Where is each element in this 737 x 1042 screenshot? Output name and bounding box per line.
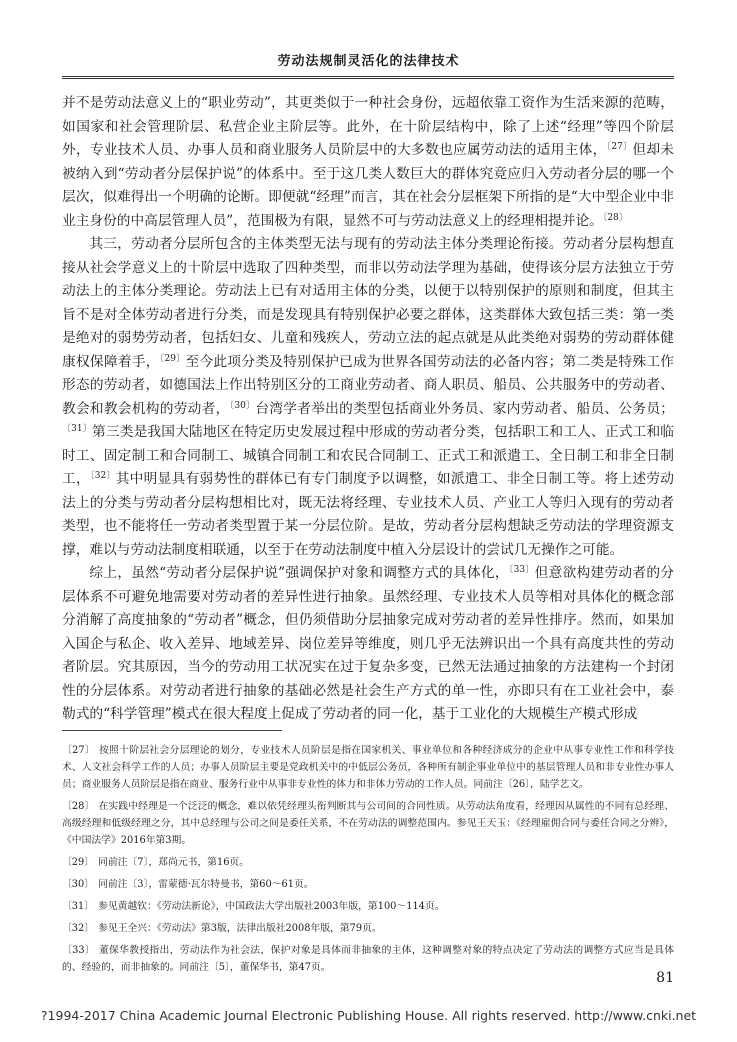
footnote-ref[interactable]: 〔29〕 <box>159 353 186 364</box>
footnote <box>62 920 674 937</box>
body-text <box>62 92 674 727</box>
paragraph-text: 第三类是我国大陆地区在特定历史发展过程中形成的劳动者分类，包括职工和工人、正式工和临时工、固定制工和合同制工、城镇合同制工和农民合同制工、正式工和派遣工、全日制工和非全日制工， <box>62 424 674 487</box>
footnote-label: 〔29〕 <box>62 857 95 868</box>
footnote-ref[interactable]: 〔27〕 <box>606 142 633 152</box>
body-paragraph <box>62 92 674 233</box>
header-rule <box>62 76 674 79</box>
footnote-text: 同前注〔7〕，郑尚元书，第16页。 <box>98 857 250 868</box>
footnote <box>62 876 674 893</box>
footnote-label: 〔33〕 <box>62 945 95 956</box>
footnote-label: 〔31〕 <box>62 901 95 912</box>
footnote-ref[interactable]: 〔28〕 <box>602 212 628 223</box>
paragraph-text: 其中明显具有弱势性的群体已有专门制度予以调整，如派遣工、非全日制工等。将上述劳动法上的分类与劳动者分层构想相比对，既无法将经理、专业技术人员、产业工人等归入现有的劳动者类型，也不能将任一劳动者类型置于某一分层位阶。是故，劳动者分层构想缺乏劳动法的学理资源支撑，难以与劳动法制度相联通，以至于在劳动法制度中植入分层设计的尝试几无操作之可能。 <box>62 471 674 558</box>
footnote <box>62 798 674 849</box>
footnote-label: 〔27〕 <box>62 745 95 756</box>
paragraph-text: 但意欲构建劳动者的分层体系不可避免地需要对劳动者的差异性进行抽象。虽然经理、专业技术人员等相对具体化的概念部分消解了高度抽象的“劳动者”概念，但仍须借助分层抽象完成对劳动者的差异性排序。然而，如果加入国企与私企、收入差异、地域差异、岗位差异等维度，则几乎无法辨识出一个具有高度共性的劳动者阶层。究其原因，当今的劳动用工状况实在过于复杂多变，已然无法通过抽象的方法建构一个封闭性的分层体系。对劳动者进行抽象的基础必然是社会生产方式的单一性，亦即只有在工业社会中，泰勒式的“科学管理”模式在很大程度上促成了劳动者的同一化，基于工业化的大规模生产模式形成 <box>62 565 674 722</box>
footnotes <box>62 742 674 981</box>
paragraph-text: 至今此项分类及特别保护已成为世界各国劳动法的必备内容；第二类是特殊工作形态的劳动者，如德国法上作出特别区分的工商业劳动者、商人职员、船员、公共服务中的劳动者、教会和教会机构的劳动者， <box>62 353 674 417</box>
body-paragraph <box>62 233 674 562</box>
copyright-notice: ?1994-2017 China Academic Journal Electronic Publishing House. All rights reserved. http://www.cnki.net <box>40 1008 697 1023</box>
paragraph-text: 台湾学者举出的类型包括商业外务员、家内劳动者、船员、公务员； <box>255 400 674 417</box>
footnote-ref[interactable]: 〔33〕 <box>508 565 535 575</box>
footnote-text: 同前注〔3〕，雷蒙德·瓦尔特曼书，第60～61页。 <box>98 879 314 890</box>
footnote-ref[interactable]: 〔31〕 <box>62 424 92 434</box>
paragraph-text: 综上，虽然“劳动者分层保护说”强调保护对象和调整方式的具体化， <box>89 565 509 581</box>
running-header: 劳动法规制灵活化的法律技术 <box>277 54 460 69</box>
footnote-ref[interactable]: 〔30〕 <box>229 400 256 411</box>
footnote <box>62 942 674 976</box>
footnote-label: 〔32〕 <box>62 923 95 934</box>
footnote <box>62 898 674 915</box>
footnote-label: 〔28〕 <box>62 801 95 812</box>
body-paragraph <box>62 562 674 727</box>
footnote-ref[interactable]: 〔32〕 <box>89 471 116 481</box>
page-number: 81 <box>656 970 674 986</box>
footnote-separator <box>62 730 282 731</box>
footnote <box>62 742 674 793</box>
paragraph-text: 并不是劳动法意义上的“职业劳动”，其更类似于一种社会身份，远超依靠工资作为生活来源的范畴，如国家和社会管理阶层、私营企业主阶层等。此外，在十阶层结构中，除了上述“经理”等四个阶层外，专业技术人员、办事人员和商业服务人员阶层中的大多数也应属劳动法的适用主体， <box>62 95 674 158</box>
footnote <box>62 854 674 871</box>
footnote-text: 在实践中经理是一个泛泛的概念，难以依凭经理头衔判断其与公司间的合同性质。从劳动法角度看，经理因从属性的不同有总经理、高级经理和低级经理之分，其中总经理与公司之间是委任关系，不在劳动法的调整范围内。参见王天玉：《经理雇佣合同与委任合同之分辨》，《中国法学》2016年第3期。 <box>62 801 675 846</box>
footnote-text: 参见王全兴：《劳动法》第3版，法律出版社2008年版，第79页。 <box>98 923 382 934</box>
paragraph-text: 其三，劳动者分层所包含的主体类型无法与现有的劳动法主体分类理论衔接。劳动者分层构想直接从社会学意义上的十阶层中选取了四种类型，而非以劳动法学理为基础，使得该分层方法独立于劳动法上的主体分类理论。劳动法上已有对适用主体的分类，以便于以特别保护的原则和制度，但其主旨不是对全体劳动者进行分类，而是发现具有特别保护必要之群体，这类群体大致包括三类：第一类是绝对的弱势劳动者，包括妇女、儿童和残疾人，劳动立法的起点就是从此类绝对弱势的劳动群体健康权保障着手， <box>62 236 674 370</box>
footnote-text: 董保华教授指出，劳动法作为社会法，保护对象是具体而非抽象的主体，这种调整对象的特点决定了劳动法的调整方式应当是具体的、经验的，而非抽象的。同前注〔5〕，董保华书，第47页。 <box>62 945 674 973</box>
footnote-label: 〔30〕 <box>62 879 95 890</box>
footnote-text: 按照十阶层社会分层理论的划分，专业技术人员阶层是指在国家机关、事业单位和各种经济成分的企业中从事专业性工作和科学技术、人文社会科学工作的人员；办事人员阶层主要是党政机关中的中低层公务员，各种所有制企事业单位中的基层管理人员和非专业性办事人员；商业服务人员阶层是指在商业、服务行业中从事非专业性的体力和非体力劳动的工作人员。同前注〔26〕，陆学艺文。 <box>62 745 674 790</box>
paragraph-text: 但却未被纳入到“劳动者分层保护说”的体系中。至于这几类人数巨大的群体究竟应归入劳动者分层的哪一个层次，似难得出一个明确的论断。即便就“经理”而言，其在社会分层框架下所指的是“大中型企业中非业主身份的中高层管理人员”，范围极为有限，显然不可与劳动法意义上的经理相提并论。 <box>62 142 674 229</box>
footnote-text: 参见黄越钦：《劳动法新论》，中国政法大学出版社2003年版，第100～114页。 <box>98 901 445 912</box>
